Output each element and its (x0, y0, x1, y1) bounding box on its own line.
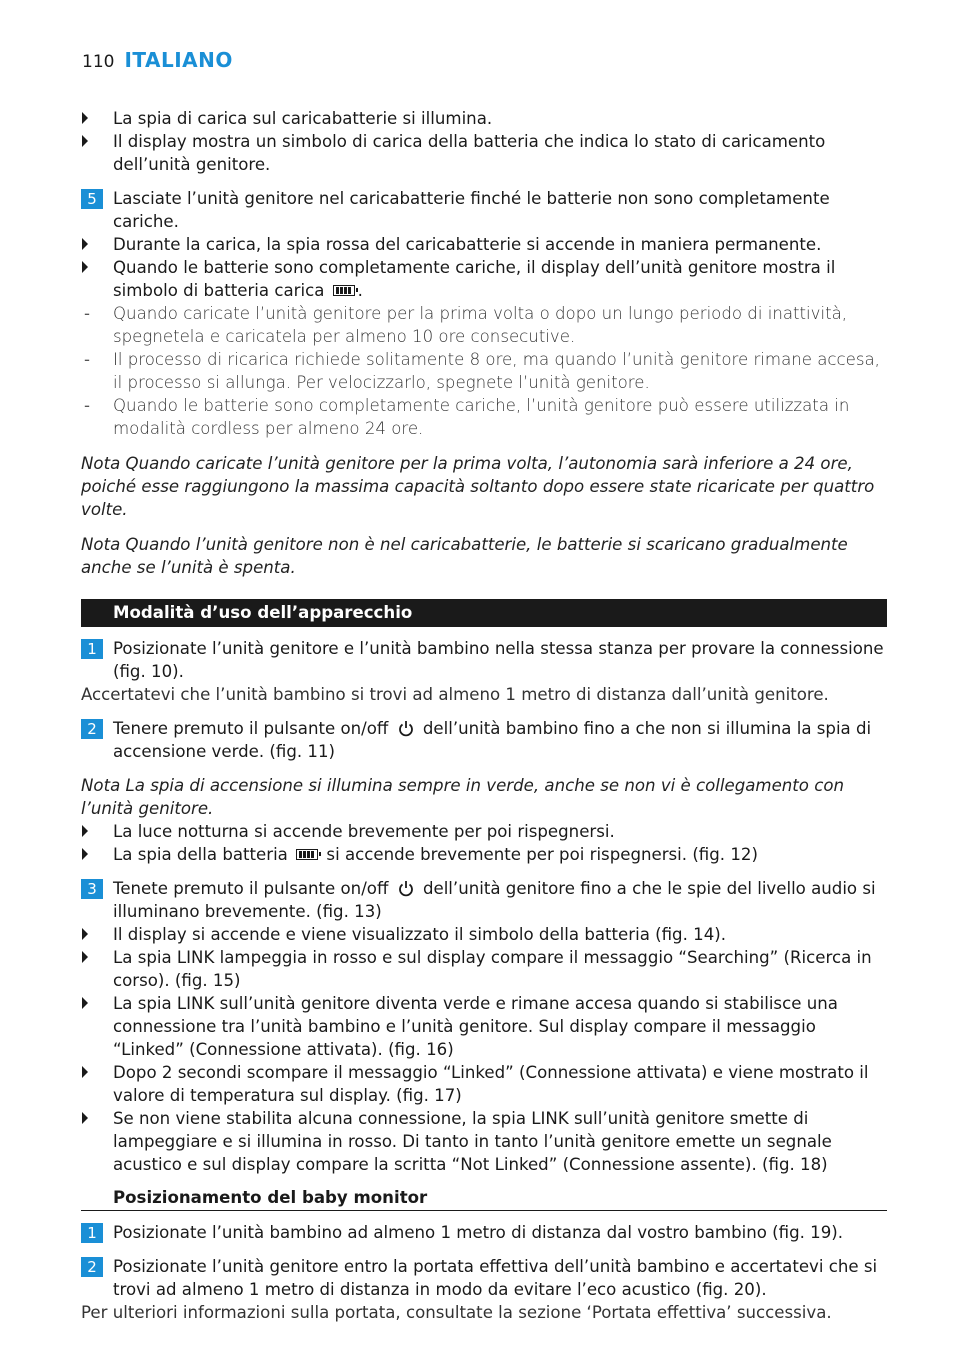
battery-full-icon (333, 285, 355, 296)
section-heading: Modalità d’uso dell’apparecchio (81, 599, 887, 627)
bullet-item: La luce notturna si accende brevemente per poi rispegnersi. (81, 820, 887, 843)
paragraph: Accertatevi che l’unità bambino si trovi ad almeno 1 metro di distanza dall’unità genitore. (81, 685, 829, 704)
bullet-marker-icon (81, 946, 113, 969)
manual-content (81, 107, 887, 1324)
language-heading: ITALIANO (124, 48, 233, 72)
step-2: 2 Tenere premuto il pulsante on/off dell’unità bambino fino a che non si illumina la spia di accensione verde. (fig. 11) (81, 717, 887, 763)
step-5: 5 Lasciate l’unità genitore nel caricabatterie finché le batterie non sono completamente cariche. (81, 187, 887, 233)
bullet-marker-icon (81, 843, 113, 866)
step-number-badge: 2 (81, 719, 103, 739)
paragraph: Per ulteriori informazioni sulla portata, consultate la sezione ‘Portata effettiva’ successiva. (81, 1303, 832, 1322)
step-number-badge: 1 (81, 1223, 103, 1243)
step-3: 3 Tenete premuto il pulsante on/off dell’unità genitore fino a che le spie del livello audio si illuminano brevemente. (fig. 13) (81, 877, 887, 923)
battery-icon (296, 849, 318, 860)
bullet-item: La spia della batteria si accende brevemente per poi rispegnersi. (fig. 12) (81, 843, 887, 866)
step-1: 1 Posizionate l’unità bambino ad almeno 1 metro di distanza dal vostro bambino (fig. 19). (81, 1221, 887, 1244)
page-header (82, 48, 233, 72)
step-number-badge: 3 (81, 879, 103, 899)
subsection-heading: Posizionamento del baby monitor (81, 1186, 887, 1211)
dash-item: - Quando le batterie sono completamente cariche, l’unità genitore può essere utilizzata in modalità cordless per almeno 24 ore. (84, 396, 850, 438)
bullet-item: La spia di carica sul caricabatterie si illumina. (81, 107, 887, 130)
bullet-marker-icon (81, 820, 113, 843)
bullet-marker-icon (81, 233, 113, 256)
power-icon (398, 719, 414, 737)
note: Nota Quando l’unità genitore non è nel caricabatterie, le batterie si scaricano gradualmente anche se l’unità è spenta. (81, 535, 848, 577)
bullet-marker-icon (81, 923, 113, 946)
note: Nota La spia di accensione si illumina sempre in verde, anche se non vi è collegamento con l’unità genitore. (81, 776, 845, 818)
page-number: 110 (82, 52, 115, 72)
bullet-item: Durante la carica, la spia rossa del caricabatterie si accende in maniera permanente. (81, 233, 887, 256)
bullet-marker-icon (81, 1061, 113, 1084)
bullet-item: La spia LINK lampeggia in rosso e sul display compare il messaggio “Searching” (Ricerca in corso). (fig. 15) (81, 946, 887, 992)
bullet-marker-icon (81, 1107, 113, 1130)
bullet-marker-icon (81, 992, 113, 1015)
bullet-marker-icon (81, 107, 113, 130)
bullet-marker-icon (81, 130, 113, 153)
step-1: 1 Posizionate l’unità genitore e l’unità bambino nella stessa stanza per provare la connessione (fig. 10). (81, 637, 887, 683)
bullet-item: Dopo 2 secondi scompare il messaggio “Linked” (Connessione attivata) e viene mostrato il valore di temperatura sul display. (fig. 17) (81, 1061, 887, 1107)
dash-item: - Il processo di ricarica richiede solitamente 8 ore, ma quando l’unità genitore rimane accesa, il processo si allunga. Per velocizzarlo, spegnete l’unità genitore. (84, 350, 880, 392)
bullet-item: Il display si accende e viene visualizzato il simbolo della batteria (fig. 14). (81, 923, 887, 946)
bullet-item: Quando le batterie sono completamente cariche, il display dell’unità genitore mostra il simbolo di batteria carica . (81, 256, 887, 302)
note: Nota Quando caricate l’unità genitore per la prima volta, l’autonomia sarà inferiore a 24 ore, poiché esse raggiungono la massima capacità soltanto dopo essere state ricaricate per quattro volte. (81, 454, 875, 519)
bullet-item: Se non viene stabilita alcuna connessione, la spia LINK sull’unità genitore smette di lampeggiare e si illumina in rosso. Di tanto in tanto l’unità genitore emette un segnale acustico e sul display compare la scritta “Not Linked” (Connessione assente). (fig. 18) (81, 1107, 887, 1176)
bullet-marker-icon (81, 256, 113, 279)
step-2: 2 Posizionate l’unità genitore entro la portata effettiva dell’unità bambino e accertatevi che si trovi ad almeno 1 metro di distanza in modo da evitare l’eco acustico (fig. 20). (81, 1255, 887, 1301)
bullet-item: La spia LINK sull’unità genitore diventa verde e rimane accesa quando si stabilisce una connessione tra l’unità bambino e l’unità genitore. Sul display compare il messaggio “Linked” (Connessione attivata). (fig. 16) (81, 992, 887, 1061)
dash-item: - Quando caricate l’unità genitore per la prima volta o dopo un lungo periodo di inattività, spegnetela e caricatela per almeno 10 ore consecutive. (84, 304, 848, 346)
bullet-item: Il display mostra un simbolo di carica della batteria che indica lo stato di caricamento dell’unità genitore. (81, 130, 887, 176)
step-number-badge: 2 (81, 1257, 103, 1277)
step-number-badge: 5 (81, 189, 103, 209)
power-icon (398, 879, 414, 897)
step-number-badge: 1 (81, 639, 103, 659)
